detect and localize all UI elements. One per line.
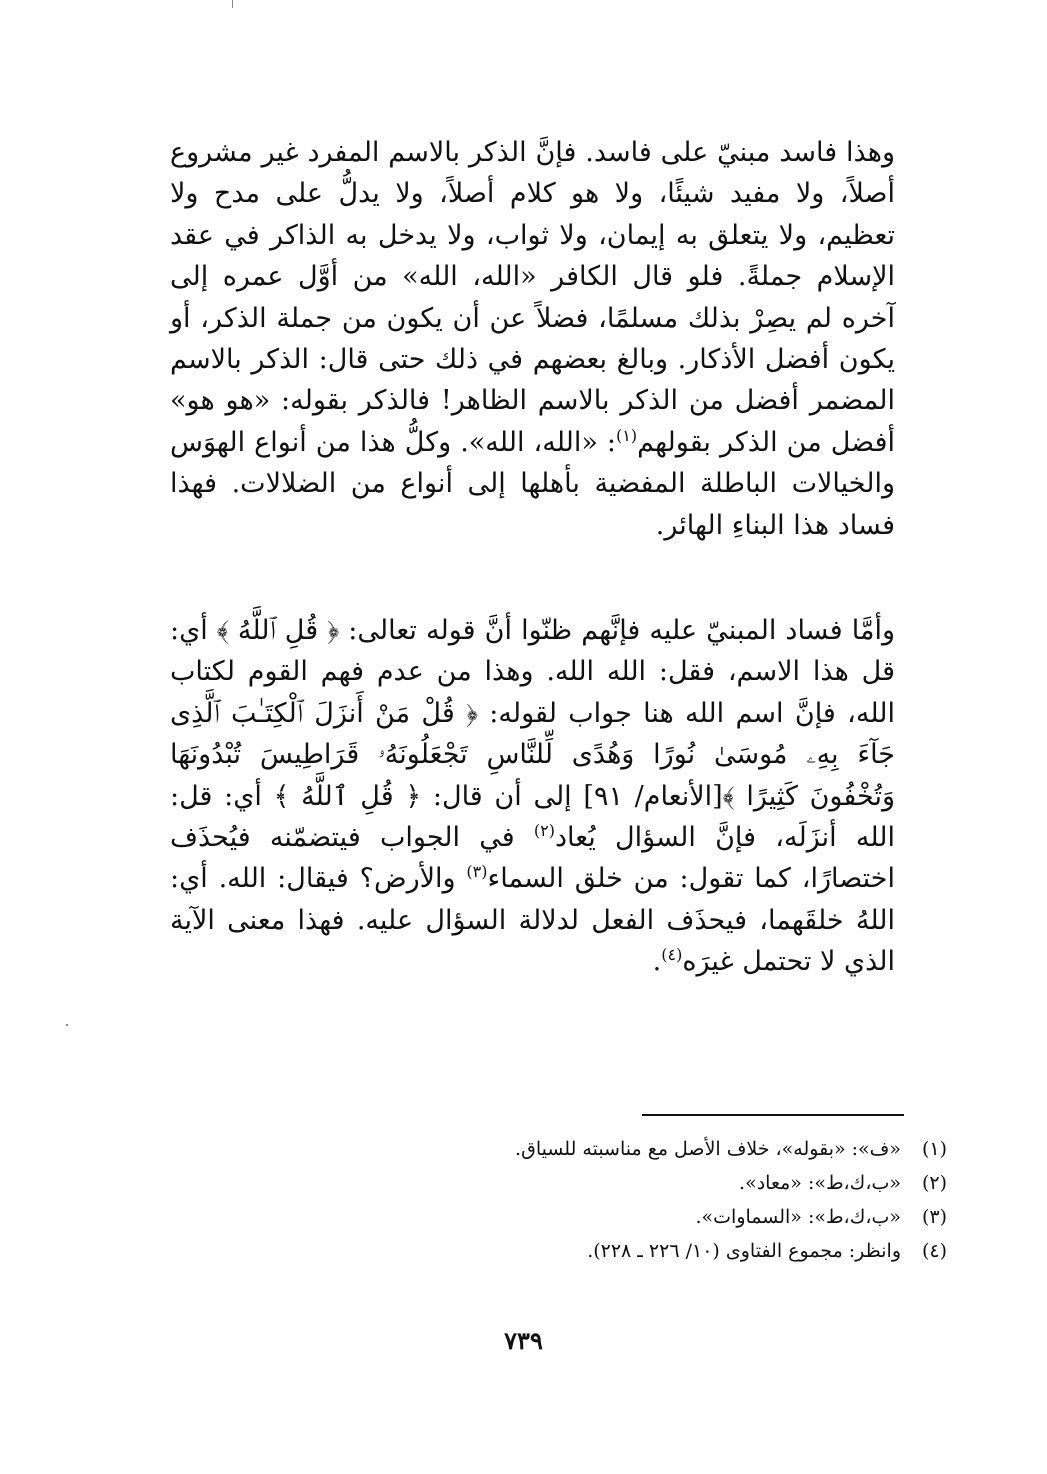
page-number: ٧٣٩ xyxy=(504,1326,543,1355)
footnote-ref-1: (١) xyxy=(616,425,638,445)
footnote-text: «ب،ك،ط»: «معاد». xyxy=(739,1172,901,1194)
footnote-number: (٣) xyxy=(921,1206,947,1228)
footnote-item xyxy=(170,1132,947,1166)
footnote-number: (١) xyxy=(921,1138,947,1160)
footnote-number: (٤) xyxy=(921,1240,947,1262)
footnote-ref-3: (٣) xyxy=(466,862,488,882)
paragraph-2-text-c: والأرض؟ فيقال: الله. أي: اللهُ خلقَهما، فيحذَف الفعل لدلالة السؤال عليه. فهذا معنى الآية الذي لا تحتمل غيرَه xyxy=(170,863,895,978)
footnote-ref-4: (٤) xyxy=(661,945,683,965)
scan-artifact-mark xyxy=(232,0,233,8)
paragraph-2-text-b: في الجواب فيتضمّنه فيُحذَف اختصارًا، كما تقول: من خلق السماء xyxy=(170,822,895,895)
paragraph-1-end: : «الله، الله». وكلُّ هذا من أنواع الهوَس والخيالات الباطلة المفضية بأهلها إلى أنواع من الضلالات. فهذا فساد هذا البناءِ الهائر. xyxy=(170,426,895,541)
footnote-text: وانظر: مجموع الفتاوى (١٠/ ٢٢٦ ـ ٢٢٨). xyxy=(587,1240,901,1262)
footnote-text: «ف»: «بقوله»، خلاف الأصل مع مناسبته للسياق. xyxy=(515,1138,901,1160)
footnote-number: (٢) xyxy=(921,1172,947,1194)
footnote-separator xyxy=(642,1114,904,1116)
footnotes-list xyxy=(170,1132,947,1268)
footnote-ref-2: (٢) xyxy=(533,821,555,841)
footnote-item xyxy=(170,1200,947,1234)
footnote-item xyxy=(170,1166,947,1200)
footnote-item xyxy=(170,1234,947,1268)
paragraph-2-end: . xyxy=(652,946,662,978)
paragraph-1-text: وهذا فاسد مبنيّ على فاسد. فإنَّ الذكر بالاسم المفرد غير مشروع أصلاً، ولا مفيد شيئًا، ولا هو كلام أصلاً، ولا يدلُّ على مدح ولا تعظيم، ولا يتعلق به إيمان، ولا ثواب، ولا يدخل به الذاكر في عقد الإسلام جملةً. فلو قال الكافر «الله، الله» من أوَّل عمره إلى آخره لم يصِرْ بذلك مسلمًا، فضلاً عن أن يكون من جملة الذكر، أو يكون أفضل الأذكار. وبالغ بعضهم في ذلك حتى قال: الذكر بالاسم المضمر أفضل من الذكر بالاسم الظاهر! فالذكر بقوله: «هو هو» أفضل من الذكر بقولهم xyxy=(170,137,896,458)
paragraph-2-text-a: وأمَّا فساد المبنيّ عليه فإنَّهم ظنّوا أنَّ قوله تعالى: ﴿ قُلِ ٱللَّهُ ﴾ أي: قل هذا الاسم، فقل: الله الله. وهذا من عدم فهم القوم لكتاب الله، فإنَّ اسم الله هنا جواب لقوله: ﴿ قُلْ مَنْ أَنزَلَ ٱلْكِتَـٰبَ ٱلَّذِى جَآءَ بِهِۦ مُوسَىٰ نُورًا وَهُدًى لِّلنَّاسِ تَجْعَلُونَهُۥ قَرَاطِيسَ تُبْدُونَهَا وَتُخْفُونَ كَثِيرًا ﴾[الأنعام/ ٩١] إلى أن قال: ﴿ قُلِ ٱللَّهُ ﴾ أي: قل: الله أنزَلَه، فإنَّ السؤال يُعاد xyxy=(170,615,896,854)
paragraph-2 xyxy=(170,610,895,983)
footnote-text: «ب،ك،ط»: «السماوات». xyxy=(695,1206,901,1228)
scan-artifact-mark xyxy=(66,1024,68,1026)
paragraph-1 xyxy=(170,132,895,546)
